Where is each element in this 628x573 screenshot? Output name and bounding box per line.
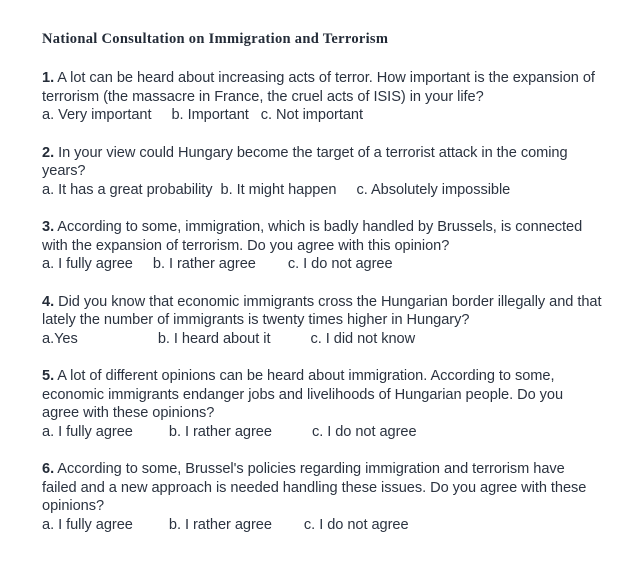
question-block-3 (42, 218, 602, 274)
question-body-2: In your view could Hungary become the target of a terrorist attack in the coming years? (42, 144, 568, 179)
question-text-1 (42, 69, 602, 106)
question-body-3: According to some, immigration, which is badly handled by Brussels, is connected with the expansion of terrorism. Do you agree with this opinion? (42, 219, 583, 254)
question-text-2 (42, 144, 602, 181)
question-block-6 (42, 460, 602, 534)
question-number-6: 6. (42, 461, 55, 477)
question-block-5 (42, 367, 602, 441)
answer-options-5: a. I fully agree b. I rather agree c. I do not agree (42, 423, 417, 440)
question-number-5: 5. (42, 368, 55, 384)
question-text-5 (42, 367, 602, 423)
question-block-1 (42, 69, 602, 125)
answer-options-1: a. Very important b. Important c. Not important (42, 107, 363, 123)
question-number-4: 4. (42, 293, 55, 310)
question-body-4: Did you know that economic immigrants cross the Hungarian border illegally and that lately the number of immigrants is twenty times higher in Hungary? (42, 293, 602, 328)
answer-options-2: a. It has a great probability b. It might happen c. Absolutely impossible (42, 181, 511, 198)
question-body-1: A lot can be heard about increasing acts of terror. How important is the expansion of terrorism (the massacre in France, the cruel acts of ISIS) in your life? (42, 70, 595, 105)
question-body-6: According to some, Brussel's policies regarding immigration and terrorism have failed and a new approach is needed handling these issues. Do you agree with these opinions? (42, 461, 587, 514)
answer-options-4: a.Yes b. I heard about it c. I did not know (42, 330, 416, 347)
question-block-4 (42, 293, 602, 349)
question-number-2: 2. (42, 144, 55, 161)
answer-options-6: a. I fully agree b. I rather agree c. I do not agree (42, 516, 409, 533)
question-body-5: A lot of different opinions can be heard about immigration. According to some, economic immigrants endanger jobs and livelihoods of Hungarian people. Do you agree with these opinions? (42, 368, 564, 421)
question-text-4 (42, 293, 602, 330)
question-number-1: 1. (42, 70, 55, 86)
question-text-6 (42, 460, 602, 516)
question-text-3 (42, 218, 602, 255)
page-title: National Consultation on Immigration and Terrorism (42, 31, 389, 47)
question-block-2 (42, 144, 602, 200)
answer-options-3: a. I fully agree b. I rather agree c. I do not agree (42, 256, 393, 272)
question-number-3: 3. (42, 219, 55, 235)
